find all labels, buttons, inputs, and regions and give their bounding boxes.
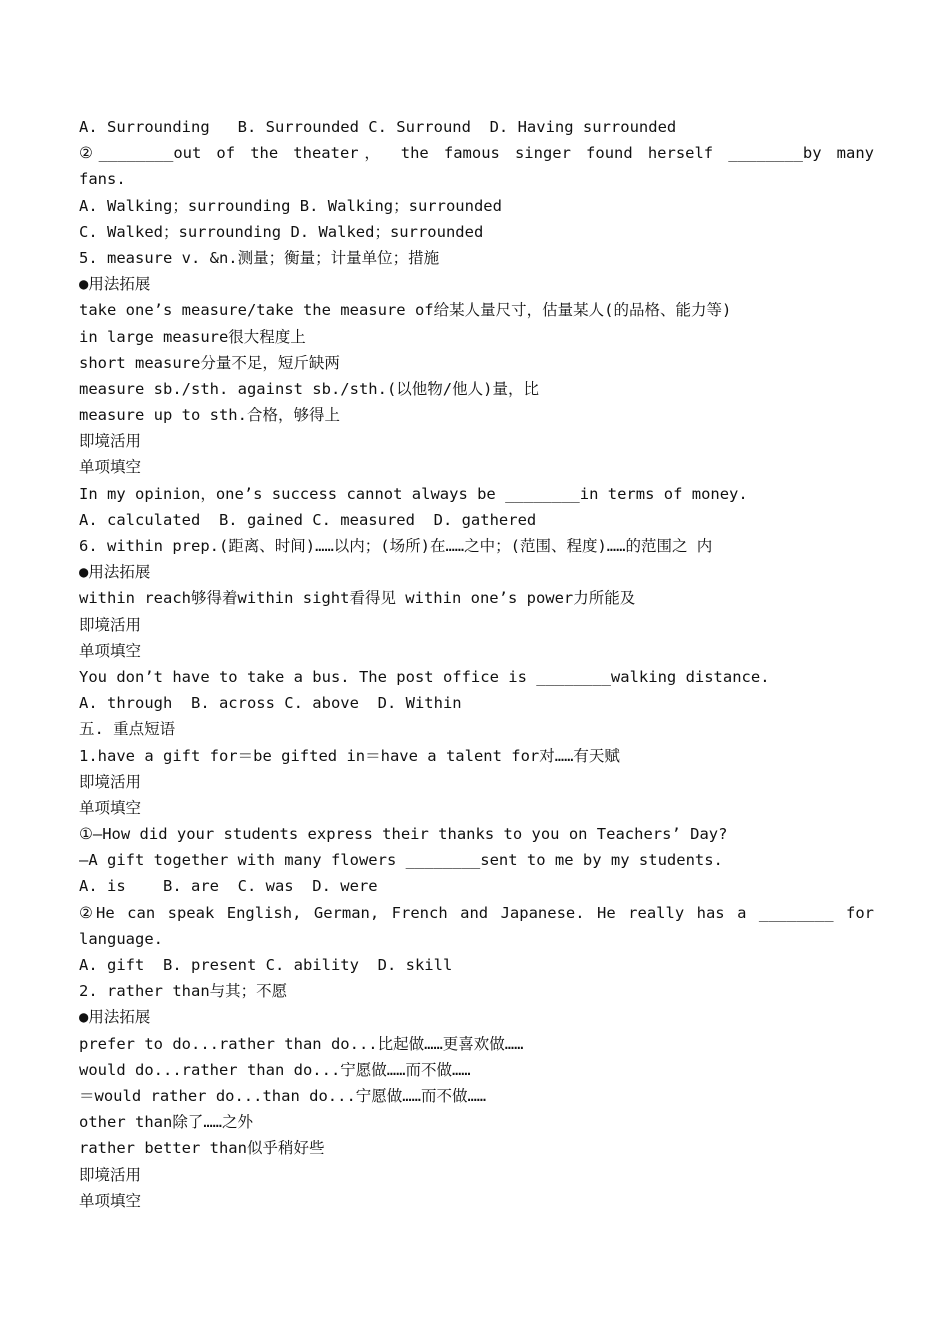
text-line: C. Walked；surrounding D. Walked；surrounded — [79, 222, 484, 241]
text-line: language. — [79, 929, 163, 948]
text-line: in large measure很大程度上 — [79, 327, 306, 346]
text-line: within reach够得着within sight看得见 within one’s power力所能及 — [79, 589, 636, 608]
text-line: —A gift together with many flowers ________sent to me by my students. — [79, 851, 723, 870]
section-heading: ●用法拓展 — [79, 1008, 151, 1027]
text-line: ＝would rather do...than do...宁愿做……而不做…… — [79, 1086, 487, 1105]
text-line: A. is B. are C. was D. were — [79, 877, 378, 896]
text-line: A. Surrounding B. Surrounded C. Surround D. Having surrounded — [79, 118, 677, 136]
text-line: measure up to sth.合格，够得上 — [79, 406, 340, 425]
section-heading: 单项填空 — [79, 1191, 142, 1210]
text-line: other than除了……之外 — [79, 1113, 253, 1132]
text-line: A. Walking；surrounding B. Walking；surrounded — [79, 196, 502, 215]
section-heading: 五. 重点短语 — [79, 720, 176, 739]
section-heading: 即境活用 — [79, 615, 142, 634]
text-line: prefer to do...rather than do...比起做……更喜欢做…… — [79, 1034, 524, 1053]
text-line: fans. — [79, 170, 126, 189]
section-heading: 单项填空 — [79, 458, 142, 477]
text-line: 1.have a gift for＝be gifted in＝have a talent for对……有天赋 — [79, 746, 620, 765]
text-line: A. through B. across C. above D. Within — [79, 694, 462, 713]
text-line: measure sb./sth. against sb./sth.(以他物/他人)量，比 — [79, 379, 539, 398]
section-heading: 即境活用 — [79, 1165, 142, 1184]
text-line: ①—How did your students express their thanks to you on Teachers’ Day? — [79, 825, 728, 844]
document-page — [79, 114, 874, 1214]
text-line: 6. within prep.(距离、时间)……以内；(场所)在……之中；(范围、程度)……的范围之 内 — [79, 537, 713, 555]
text-line: A. calculated B. gained C. measured D. gathered — [79, 510, 537, 529]
text-line: take one’s measure/take the measure of给某人量尺寸，估量某人(的品格、能力等) — [79, 301, 732, 320]
section-heading: 即境活用 — [79, 772, 142, 791]
text-line: short measure分量不足，短斤缺两 — [79, 353, 340, 372]
text-line: rather better than似乎稍好些 — [79, 1139, 325, 1158]
section-heading: ●用法拓展 — [79, 563, 151, 582]
text-line: You don’t have to take a bus. The post office is ________walking distance. — [79, 667, 770, 686]
text-line: 5. measure v. &n.测量；衡量；计量单位；措施 — [79, 248, 440, 267]
section-heading: 单项填空 — [79, 641, 142, 660]
text-line: ②He can speak English, German, French and Japanese. He really has a ________ for — [79, 903, 874, 922]
section-heading: 即境活用 — [79, 432, 142, 451]
section-heading: 单项填空 — [79, 798, 142, 817]
text-line: 2. rather than与其；不愿 — [79, 982, 288, 1001]
text-line: In my opinion，one’s success cannot always be ________in terms of money. — [79, 484, 748, 503]
text-line: would do...rather than do...宁愿做……而不做…… — [79, 1060, 471, 1079]
text-line: A. gift B. present C. ability D. skill — [79, 956, 453, 974]
text-line: ②________out of the theater， the famous singer found herself ________by many — [79, 144, 874, 163]
section-heading: ●用法拓展 — [79, 275, 151, 294]
